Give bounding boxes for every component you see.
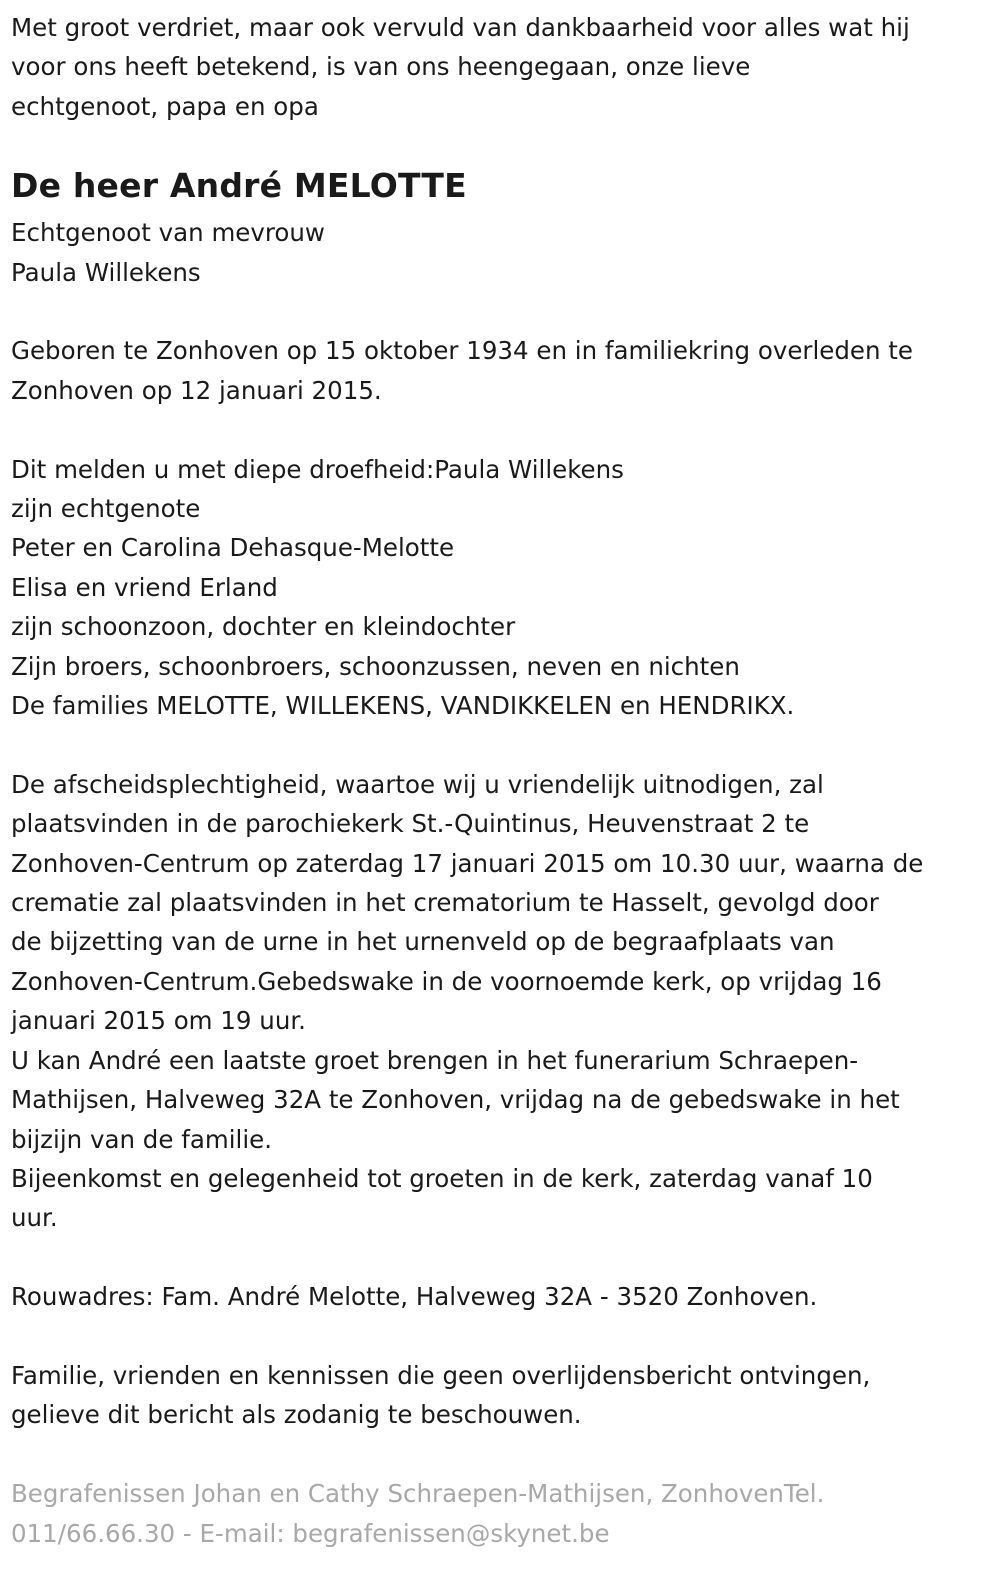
- notice-paragraph: [11, 1356, 980, 1435]
- spacer: [11, 1238, 980, 1277]
- spacer: [11, 410, 980, 449]
- ceremony-line: uur.: [11, 1203, 58, 1233]
- intro-line: Met groot verdriet, maar ook vervuld van dankbaarheid voor alles wat hij: [11, 13, 910, 42]
- spacer: [11, 292, 980, 331]
- spacer: [11, 1317, 980, 1356]
- family-line: zijn echtgenote: [11, 494, 201, 524]
- notice-line: Familie, vrienden en kennissen die geen overlijdensbericht ontvingen,: [11, 1360, 871, 1390]
- ceremony-line: De afscheidsplechtigheid, waartoe wij u vriendelijk uitnodigen, zal: [11, 769, 824, 799]
- family-line: Elisa en vriend Erland: [11, 572, 278, 602]
- spouse-line: Paula Willekens: [11, 257, 201, 287]
- ceremony-line: plaatsvinden in de parochiekerk St.-Quintinus, Heuvenstraat 2 te: [11, 809, 810, 839]
- ceremony-line: januari 2015 om 19 uur.: [11, 1006, 306, 1036]
- family-line: Dit melden u met diepe droefheid:Paula Willekens: [11, 454, 624, 484]
- footer-line: Begrafenissen Johan en Cathy Schraepen-Mathijsen, ZonhovenTel.: [11, 1479, 825, 1509]
- spouse-line: Echtgenoot van mevrouw: [11, 218, 325, 248]
- ceremony-line: crematie zal plaatsvinden in het crematorium te Hasselt, gevolgd door: [11, 888, 879, 918]
- intro-line: voor ons heeft betekend, is van ons heengegaan, onze lieve: [11, 52, 751, 82]
- spouse-paragraph: [11, 213, 980, 292]
- spacer: [11, 1435, 980, 1474]
- ceremony-line: Zonhoven-Centrum op zaterdag 17 januari 2015 om 10.30 uur, waarna de: [11, 848, 924, 878]
- intro-line: echtgenoot, papa en opa: [11, 91, 319, 121]
- ceremony-line: Bijeenkomst en gelegenheid tot groeten in de kerk, zaterdag vanaf 10: [11, 1163, 873, 1193]
- family-paragraph: [11, 450, 980, 726]
- intro-paragraph: [11, 8, 980, 126]
- ceremony-line: Zonhoven-Centrum.Gebedswake in de voornoemde kerk, op vrijdag 16: [11, 966, 882, 996]
- ceremony-line: U kan André een laatste groet brengen in het funerarium Schraepen-: [11, 1045, 859, 1075]
- ceremony-line: bijzijn van de familie.: [11, 1124, 272, 1154]
- family-line: Zijn broers, schoonbroers, schoonzussen, neven en nichten: [11, 651, 740, 681]
- ceremony-line: de bijzetting van de urne in het urnenveld op de begraafplaats van: [11, 927, 835, 957]
- address-line: Rouwadres: Fam. André Melotte, Halveweg 32A - 3520 Zonhoven.: [11, 1282, 818, 1312]
- footer-line: 011/66.66.30 - E-mail: begrafenissen@skynet.be: [11, 1518, 610, 1548]
- notice-line: gelieve dit bericht als zodanig te beschouwen.: [11, 1400, 582, 1430]
- birth-death-paragraph: [11, 331, 980, 410]
- ceremony-line: Mathijsen, Halveweg 32A te Zonhoven, vrijdag na de gebedswake in het: [11, 1085, 900, 1115]
- funeral-home-footer: [11, 1474, 980, 1553]
- family-line: zijn schoonzoon, dochter en kleindochter: [11, 612, 516, 642]
- ceremony-paragraph: [11, 765, 980, 1238]
- address-paragraph: [11, 1277, 980, 1316]
- deceased-name: De heer André MELOTTE: [11, 166, 467, 206]
- spacer: [11, 725, 980, 764]
- family-line: De families MELOTTE, WILLEKENS, VANDIKKELEN en HENDRIKX.: [11, 691, 795, 721]
- family-line: Peter en Carolina Dehasque-Melotte: [11, 533, 455, 563]
- birth-death-line: Zonhoven op 12 januari 2015.: [11, 375, 382, 405]
- birth-death-line: Geboren te Zonhoven op 15 oktober 1934 en in familiekring overleden te: [11, 336, 913, 366]
